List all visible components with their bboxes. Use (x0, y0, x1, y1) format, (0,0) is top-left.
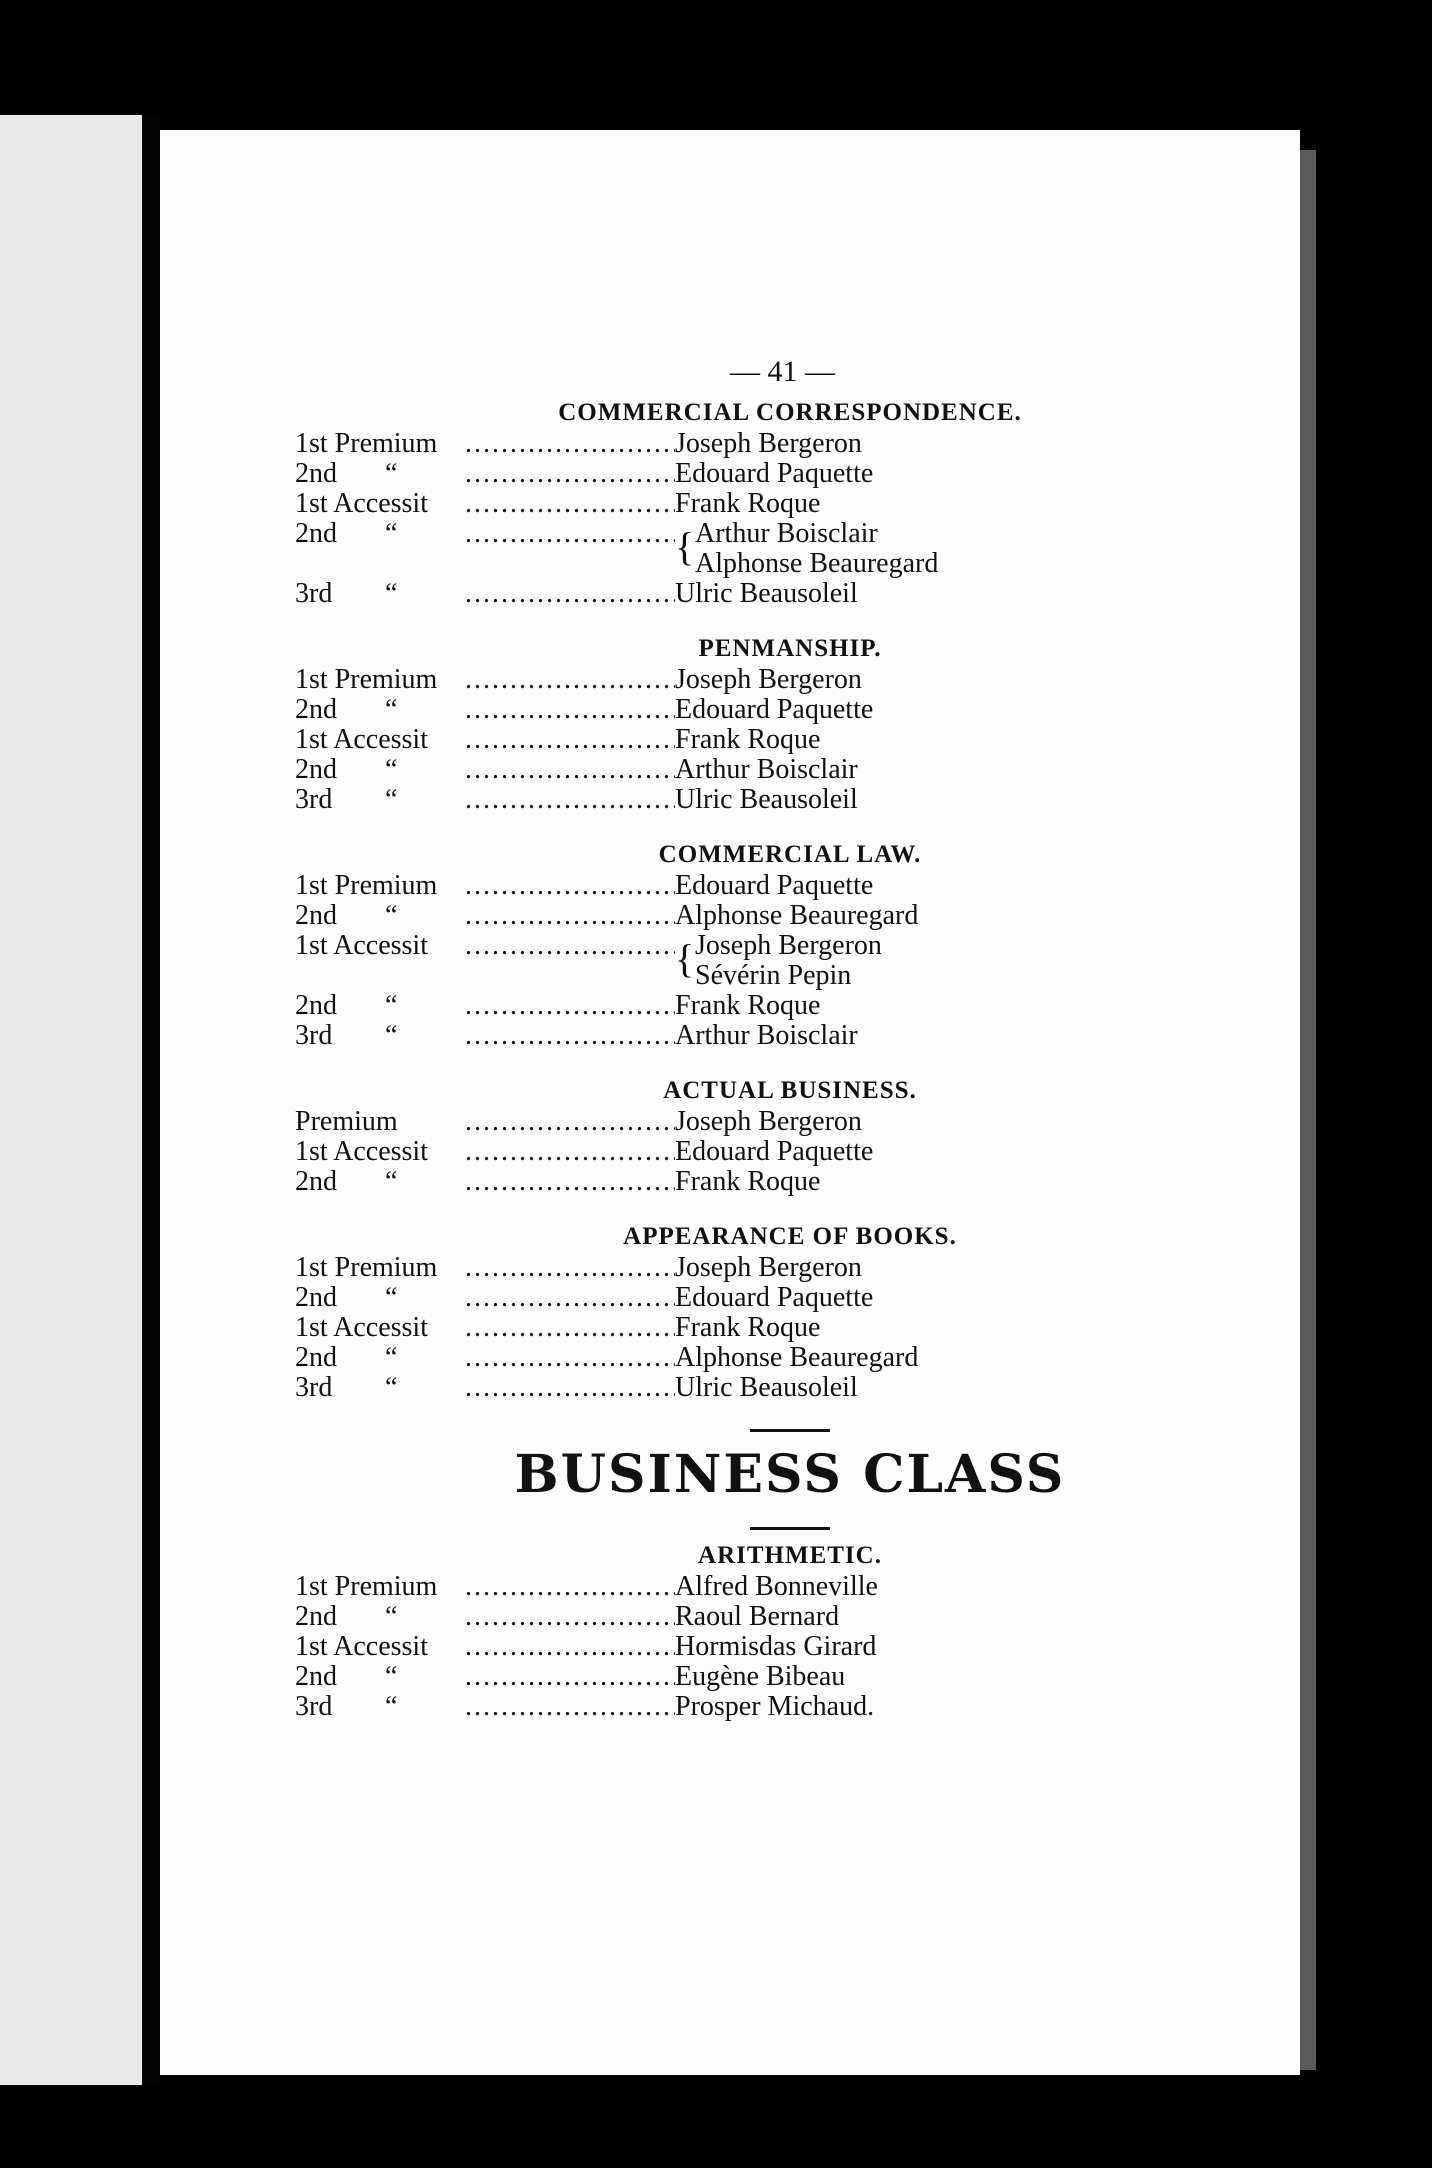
prize-rank: 1st Accessit (295, 724, 428, 755)
section-title: COMMERCIAL LAW. (658, 841, 922, 868)
dot-leader (465, 1572, 675, 1602)
dot-leader (465, 1662, 675, 1692)
prize-rank: 2nd (295, 754, 337, 785)
prize-row (295, 1283, 1195, 1313)
winner-names (675, 785, 858, 815)
ditto-mark: “ (385, 1601, 398, 1632)
dot-leader (465, 725, 675, 755)
winner-name: Arthur Boisclair (695, 518, 878, 549)
divider-top (750, 1429, 830, 1432)
section-title: COMMERCIAL CORRESPONDENCE. (558, 399, 1022, 426)
prize-row (295, 1021, 1195, 1051)
winner-name: Edouard Paquette (675, 458, 874, 489)
prize-rank: 1st Premium (295, 664, 438, 695)
winner-name: Edouard Paquette (675, 1282, 874, 1313)
ditto-mark: “ (385, 1342, 398, 1373)
prize-row (295, 755, 1195, 785)
prize-row (295, 1167, 1195, 1197)
dot-leader (465, 1137, 675, 1167)
winner-names (675, 1283, 873, 1313)
book-gutter (142, 115, 160, 2085)
prize-rank: 2nd (295, 1282, 337, 1313)
prize-rank: 3rd (295, 1372, 333, 1403)
winner-name: Prosper Michaud. (675, 1691, 875, 1722)
dot-leader (465, 1167, 675, 1197)
prize-row (295, 665, 1195, 695)
dot-leader (465, 901, 675, 931)
winner-names (675, 755, 858, 785)
winner-name: Frank Roque (675, 1166, 821, 1197)
dot-leader (465, 429, 675, 459)
business-class-sections (295, 1542, 1195, 1722)
ditto-mark: “ (385, 1020, 398, 1051)
winner-name: Alphonse Beauregard (675, 900, 919, 931)
prize-rank: 1st Premium (295, 1252, 438, 1283)
winner-names (675, 579, 858, 609)
winner-names (675, 871, 873, 901)
prize-row (295, 1253, 1195, 1283)
winner-name: Alfred Bonneville (675, 1571, 878, 1602)
dot-leader (465, 1021, 675, 1051)
ditto-mark: “ (385, 1372, 398, 1403)
prize-row (295, 1572, 1195, 1602)
winner-name: Hormisdas Girard (675, 1631, 877, 1662)
winner-name: Ulric Beausoleil (675, 578, 858, 609)
prize-row (295, 1662, 1195, 1692)
prize-row (295, 579, 1195, 609)
brace-icon: { (675, 524, 695, 569)
prize-section (295, 635, 1195, 815)
winner-names (695, 931, 882, 991)
dot-leader (465, 1343, 675, 1373)
section-title: ARITHMETIC. (698, 1542, 882, 1569)
winner-names (675, 1021, 858, 1051)
ditto-mark: “ (385, 754, 398, 785)
prize-rank: 3rd (295, 1020, 333, 1051)
prize-row (295, 1373, 1195, 1403)
dot-leader (465, 579, 675, 609)
dot-leader (465, 785, 675, 815)
winner-name: Alphonse Beauregard (695, 548, 939, 579)
winner-name: Joseph Bergeron (675, 1106, 862, 1137)
winner-names (675, 1167, 820, 1197)
prize-rank: 1st Accessit (295, 1631, 428, 1662)
prize-rank: 2nd (295, 694, 337, 725)
ditto-mark: “ (385, 1282, 398, 1313)
winner-names (675, 489, 820, 519)
ditto-mark: “ (385, 694, 398, 725)
winner-names (675, 1602, 839, 1632)
winner-name: Joseph Bergeron (675, 1252, 862, 1283)
prize-row (295, 695, 1195, 725)
facing-page-edge (0, 115, 142, 2085)
ditto-mark: “ (385, 578, 398, 609)
winner-names (675, 1313, 820, 1343)
prize-rank: 1st Accessit (295, 930, 428, 961)
winner-names (675, 725, 820, 755)
winner-names (675, 695, 873, 725)
dot-leader (465, 871, 675, 901)
page-edge-shadow (1300, 150, 1316, 2070)
winner-names (675, 1632, 876, 1662)
prize-rank: 2nd (295, 900, 337, 931)
prize-row (295, 519, 1195, 579)
prize-rank: 1st Accessit (295, 488, 428, 519)
winner-name: Frank Roque (675, 1312, 821, 1343)
prize-row (295, 1137, 1195, 1167)
winner-name: Edouard Paquette (675, 870, 874, 901)
dot-leader (465, 1373, 675, 1403)
winner-names (675, 1343, 918, 1373)
prize-row (295, 1692, 1195, 1722)
ditto-mark: “ (385, 1691, 398, 1722)
prize-row (295, 991, 1195, 1021)
dot-leader (465, 1602, 675, 1632)
business-class-heading: BUSINESS CLASS (514, 1444, 1066, 1505)
dot-leader (465, 459, 675, 489)
winner-names (675, 1692, 874, 1722)
prize-row (295, 931, 1195, 991)
prize-row (295, 459, 1195, 489)
prize-rank: 1st Accessit (295, 1136, 428, 1167)
page-number: — 41 — (730, 355, 835, 388)
dot-leader (465, 1253, 675, 1283)
page-content (295, 355, 1195, 1748)
dot-leader (465, 931, 675, 961)
winner-name: Eugène Bibeau (675, 1661, 846, 1692)
dot-leader (465, 1632, 675, 1662)
winner-name: Edouard Paquette (675, 694, 874, 725)
dot-leader (465, 695, 675, 725)
dot-leader (465, 1283, 675, 1313)
section-title: ACTUAL BUSINESS. (663, 1077, 917, 1104)
winner-name: Arthur Boisclair (675, 754, 858, 785)
section-title: PENMANSHIP. (698, 635, 882, 662)
winner-name: Joseph Bergeron (695, 930, 882, 961)
divider-bottom (750, 1527, 830, 1530)
winner-names (675, 1662, 845, 1692)
ditto-mark: “ (385, 458, 398, 489)
prize-sections (295, 399, 1195, 1403)
prize-section (295, 841, 1195, 1051)
prize-rank: 2nd (295, 1601, 337, 1632)
winner-name: Frank Roque (675, 990, 821, 1021)
prize-row (295, 785, 1195, 815)
prize-row (295, 871, 1195, 901)
dot-leader (465, 755, 675, 785)
prize-rank: 1st Premium (295, 870, 438, 901)
prize-section (295, 1077, 1195, 1197)
winner-name: Joseph Bergeron (675, 428, 862, 459)
prize-rank: Premium (295, 1106, 398, 1137)
dot-leader (465, 991, 675, 1021)
ditto-mark: “ (385, 900, 398, 931)
prize-section (295, 1223, 1195, 1403)
prize-rank: 2nd (295, 1342, 337, 1373)
prize-rank: 3rd (295, 784, 333, 815)
prize-rank: 2nd (295, 458, 337, 489)
winner-name: Edouard Paquette (675, 1136, 874, 1167)
winner-name: Arthur Boisclair (675, 1020, 858, 1051)
dot-leader (465, 1107, 675, 1137)
ditto-mark: “ (385, 1661, 398, 1692)
winner-names (675, 1107, 862, 1137)
brace-icon: { (675, 936, 695, 981)
prize-section (295, 1542, 1195, 1722)
dot-leader (465, 489, 675, 519)
winner-names (675, 1137, 873, 1167)
prize-rank: 2nd (295, 1166, 337, 1197)
prize-row (295, 1107, 1195, 1137)
prize-row (295, 901, 1195, 931)
prize-row (295, 489, 1195, 519)
winner-name: Sévérin Pepin (695, 960, 852, 991)
dot-leader (465, 519, 675, 549)
winner-names (675, 991, 820, 1021)
winner-names (675, 429, 862, 459)
prize-row (295, 1343, 1195, 1373)
winner-names (675, 459, 873, 489)
winner-name: Alphonse Beauregard (675, 1342, 919, 1373)
prize-rank: 2nd (295, 1661, 337, 1692)
dot-leader (465, 665, 675, 695)
winner-name: Raoul Bernard (675, 1601, 840, 1632)
winner-names (675, 901, 918, 931)
dot-leader (465, 1692, 675, 1722)
winner-name: Ulric Beausoleil (675, 1372, 858, 1403)
winner-names (675, 1373, 858, 1403)
ditto-mark: “ (385, 784, 398, 815)
ditto-mark: “ (385, 990, 398, 1021)
winner-names (675, 1253, 862, 1283)
prize-rank: 3rd (295, 578, 333, 609)
prize-row (295, 1602, 1195, 1632)
prize-row (295, 429, 1195, 459)
prize-rank: 1st Accessit (295, 1312, 428, 1343)
prize-rank: 1st Premium (295, 1571, 438, 1602)
winner-name: Frank Roque (675, 488, 821, 519)
prize-row (295, 725, 1195, 755)
dot-leader (465, 1313, 675, 1343)
book-page (160, 130, 1300, 2075)
prize-rank: 3rd (295, 1691, 333, 1722)
prize-rank: 2nd (295, 990, 337, 1021)
winner-name: Joseph Bergeron (675, 664, 862, 695)
winner-names (675, 1572, 878, 1602)
winner-name: Ulric Beausoleil (675, 784, 858, 815)
ditto-mark: “ (385, 518, 398, 549)
prize-section (295, 399, 1195, 609)
winner-name: Frank Roque (675, 724, 821, 755)
prize-rank: 2nd (295, 518, 337, 549)
section-title: APPEARANCE OF BOOKS. (623, 1223, 957, 1250)
ditto-mark: “ (385, 1166, 398, 1197)
prize-rank: 1st Premium (295, 428, 438, 459)
prize-row (295, 1632, 1195, 1662)
winner-names (695, 519, 938, 579)
winner-names (675, 665, 862, 695)
prize-row (295, 1313, 1195, 1343)
